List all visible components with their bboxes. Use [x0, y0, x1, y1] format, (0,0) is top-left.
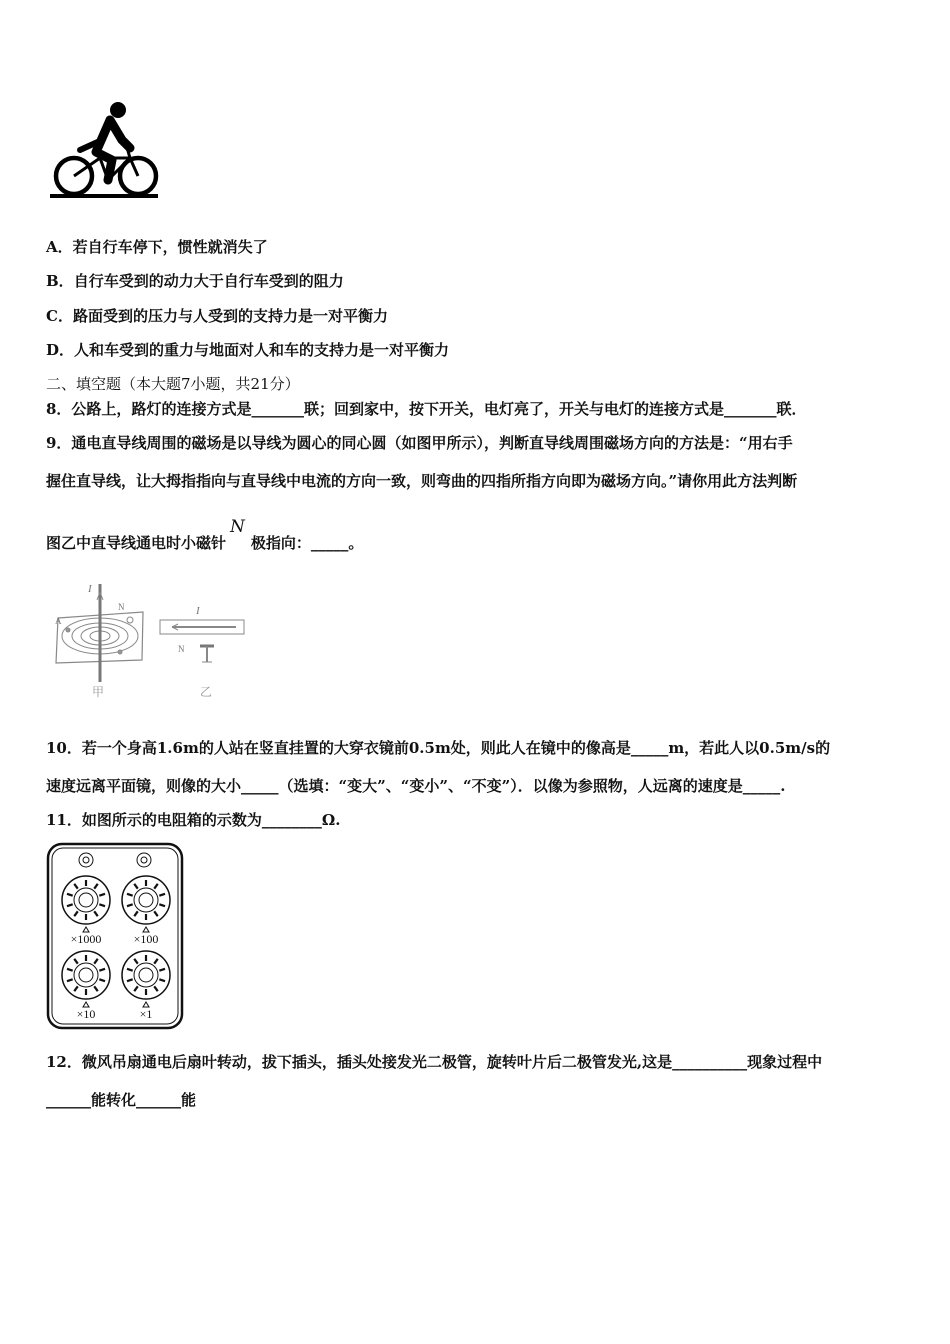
resistance-dial: [122, 876, 170, 932]
question-8: 8．公路上，路灯的连接方式是_______联；回到家中，按下开关，电灯亮了，开关与电灯的连接方式是_______联．: [46, 400, 807, 418]
resistance-dial: [62, 876, 110, 932]
question-10-line-2: 速度远离平面镜，则像的大小_____（选填：“变大”、“变小”、“不变”）．以像为参照物，人远离的速度是_____.: [46, 777, 786, 795]
n-label-yi: N: [178, 644, 185, 654]
multiplier-x100: ×100: [133, 932, 159, 946]
magnetic-field-figure: [50, 578, 260, 703]
n-label-jia: N: [118, 602, 125, 612]
caption-yi: 乙: [200, 685, 213, 699]
multiplier-x1: ×1: [139, 1007, 153, 1021]
multiplier-x10: ×10: [76, 1007, 96, 1021]
resistance-dial: [122, 951, 170, 1007]
question-12-line-1: 12．微风吊扇通电后扇叶转动，拔下插头，插头处接发光二极管，旋转叶片后二极管发光,这是__________现象过程中: [46, 1053, 823, 1071]
section-heading: 二、填空题（本大题7小题，共21分）: [46, 375, 300, 393]
question-10-line-1: 10．若一个身高1.6m的人站在竖直挂置的大穿衣镜前0.5m处，则此人在镜中的像高是_____m，若此人以0.5m/s的: [46, 739, 831, 757]
current-label-yi: I: [196, 605, 200, 617]
figure-jia: [56, 584, 143, 682]
caption-jia: 甲: [92, 685, 105, 699]
a-label-jia: A: [55, 616, 62, 626]
option-a: A．若自行车停下，惯性就消失了: [46, 238, 268, 256]
question-11: 11．如图所示的电阻箱的示数为________Ω.: [46, 811, 341, 829]
option-c: C．路面受到的压力与人受到的支持力是一对平衡力: [46, 307, 388, 325]
question-9-line-3: 图乙中直导线通电时小磁针N极指向：_____。: [46, 517, 364, 552]
question-12-line-2: ______能转化______能: [46, 1091, 197, 1109]
option-d: D．人和车受到的重力与地面对人和车的支持力是一对平衡力: [46, 341, 450, 359]
option-b: B．自行车受到的动力大于自行车受到的阻力: [46, 272, 344, 290]
current-label-jia: I: [88, 583, 92, 595]
bicycle-rider-figure: [50, 100, 165, 200]
n-pole-symbol: N: [230, 517, 245, 537]
resistance-box-figure: [46, 842, 184, 1030]
question-9-line-1: 9．通电直导线周围的磁场是以导线为圆心的同心圆（如图甲所示），判断直导线周围磁场方向的方法是：“用右手: [46, 434, 793, 452]
resistance-dial: [62, 951, 110, 1007]
figure-yi: [160, 620, 244, 662]
question-9-line-2: 握住直导线，让大拇指指向与直导线中电流的方向一致，则弯曲的四指所指方向即为磁场方向。”请你用此方法判断: [46, 472, 798, 490]
multiplier-x1000: ×1000: [70, 932, 102, 946]
